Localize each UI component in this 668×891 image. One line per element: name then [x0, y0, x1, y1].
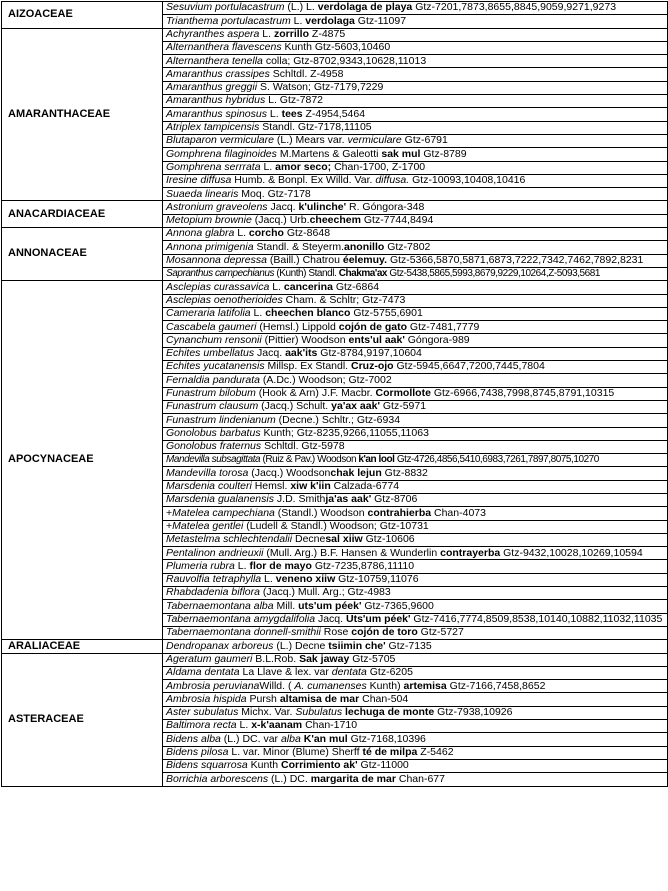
entry-text: Standl. & Steyerm. — [253, 240, 345, 253]
scientific-name: Dendropanax arboreus — [166, 639, 274, 652]
scientific-name: Funastrum lindenianum — [166, 413, 276, 426]
common-name: chak lejun — [330, 466, 382, 479]
entry-text: Chan-4073 — [431, 506, 486, 519]
entry-text: L. — [290, 14, 306, 27]
common-name: aak'its — [285, 347, 318, 360]
entry-text: Gtz-5755,6901 — [350, 307, 423, 320]
species-entry — [163, 653, 668, 666]
species-entry — [163, 134, 668, 147]
entry-text: Gtz-6966,7438,7998,8745,8791,10315 — [430, 387, 615, 399]
scientific-name: Tabernaemontana amygdalifolia — [166, 613, 316, 626]
table-row — [2, 28, 668, 41]
common-name: cheechem — [309, 214, 361, 227]
common-name: tsiimin che' — [328, 639, 386, 652]
scientific-name: Bidens pilosa — [166, 746, 229, 759]
scientific-name: Tabernaemontana alba — [166, 599, 274, 612]
species-entry — [163, 507, 668, 520]
scientific-name: Gomphrena filaginoides — [166, 147, 277, 160]
common-name: K'an mul — [303, 732, 348, 745]
entry-text: (A.Dc.) Woodson; Gtz-7002 — [259, 373, 392, 386]
species-entry — [163, 228, 668, 241]
scientific-name: alba — [280, 732, 301, 745]
entry-text: Gtz-8832 — [381, 466, 428, 479]
species-entry — [163, 95, 668, 108]
entry-text: Gtz-11097 — [354, 14, 407, 27]
species-entry — [163, 161, 668, 174]
common-name: margarita de mar — [310, 772, 396, 785]
entry-text: S. Watson; Gtz-7179,7229 — [257, 81, 384, 94]
entry-text: + — [166, 520, 173, 532]
scientific-name: Sesuvium portulacastrum — [166, 1, 285, 14]
entry-text: Chan-504 — [359, 692, 409, 705]
entry-text: M.Martens & Galeotti — [276, 147, 382, 160]
entry-text: Decne — [292, 533, 326, 546]
scientific-name: Rhabdadenia biflora — [166, 586, 260, 599]
species-entry — [163, 640, 668, 653]
common-name: sak mul — [381, 147, 421, 160]
scientific-name: Marsdenia coulteri — [166, 480, 252, 493]
scientific-name: dentata — [331, 666, 367, 679]
species-entry — [163, 759, 668, 772]
entry-text: (L.) L. — [284, 1, 318, 14]
entry-text: Gtz-5705 — [349, 653, 396, 665]
common-name: x-k'aanam — [251, 719, 303, 732]
entry-text: (Hook & Arn) J.F. Macbr. — [255, 387, 376, 399]
scientific-name: Alternanthera flavescens — [166, 41, 282, 54]
species-entry — [163, 440, 668, 453]
common-name: k'an lool — [358, 454, 395, 466]
entry-text: B.L.Rob. — [252, 653, 300, 665]
species-entry — [163, 55, 668, 68]
scientific-name: Amaranthus greggii — [166, 81, 258, 94]
entry-text: Gtz-5438,5865,5993,8679,9229,10264,Z-5093,5681 — [387, 268, 600, 280]
entry-text: Z-5462 — [417, 746, 454, 759]
common-name: Sak jaway — [299, 653, 350, 665]
entry-text: Millsp. Ex Standl. — [264, 360, 352, 373]
family-name: AIZOACEAE — [2, 2, 163, 29]
species-entry — [163, 693, 668, 706]
species-entry — [163, 41, 668, 54]
entry-text: Mill. — [273, 599, 299, 612]
entry-text: Gtz-5366,5870,5871,6873,7222,7342,7462,7892,8231 — [387, 254, 644, 267]
entry-text: Gtz-6205 — [366, 666, 413, 679]
entry-text: Gtz-8706 — [371, 493, 418, 506]
species-entry — [163, 626, 668, 639]
species-entry — [163, 454, 668, 467]
species-entry — [163, 281, 668, 294]
common-name: ya'ax aak' — [331, 400, 380, 413]
table-row — [2, 201, 668, 214]
common-name: xiw k'iin — [290, 480, 331, 493]
entry-text: L. — [250, 307, 266, 320]
species-entry — [163, 241, 668, 254]
table-row — [2, 640, 668, 653]
table-row — [2, 653, 668, 666]
scientific-name: Cameraria latifolia — [166, 307, 251, 320]
entry-text: Hemsl. — [251, 480, 291, 493]
entry-text: (Baill.) Chatrou — [267, 254, 343, 267]
entry-text: colla; Gtz-8702,9343,10628,11013 — [262, 54, 427, 67]
entry-text: Schltdl. Z-4958 — [269, 67, 344, 80]
entry-text: Chan-1710 — [302, 719, 358, 732]
entry-text: J.D. Smith — [273, 493, 326, 506]
scientific-name: Atriplex tampicensis — [166, 121, 260, 134]
species-entry — [163, 121, 668, 134]
species-entry — [163, 427, 668, 440]
entry-text: Willd. ( — [259, 679, 295, 692]
entry-text: Gtz-7802 — [384, 240, 431, 253]
scientific-name: Funastrum clausum — [166, 400, 259, 413]
scientific-name: Rauvolfia tetraphylla — [166, 573, 262, 586]
entry-text: Rose — [320, 626, 352, 639]
scientific-name: Cascabela gaumeri — [166, 320, 257, 333]
common-name: k'ulinche' — [298, 200, 347, 213]
entry-text: Gtz-8648 — [283, 227, 331, 240]
scientific-name: Mandevilla subsagittata — [166, 454, 261, 466]
common-name: Chakma'ax — [338, 268, 388, 280]
common-name: tees — [281, 107, 303, 120]
scientific-name: Amaranthus hybridus — [166, 94, 266, 107]
entry-text: Chan-1700, Z-1700 — [331, 161, 426, 173]
entry-text: (Ruiz & Pav.) Woodson — [260, 454, 359, 466]
common-name: éelemuy. — [342, 254, 388, 267]
scientific-name: A. cumanenses — [294, 679, 367, 692]
family-name: ANACARDIACEAE — [2, 201, 163, 228]
entry-text: Gtz-10093,10408,10416 — [409, 174, 526, 187]
species-entry — [163, 733, 668, 746]
scientific-name: Asclepias oenotherioides — [166, 294, 283, 306]
species-entry — [163, 613, 668, 626]
common-name: Uts'um péek' — [345, 613, 411, 626]
family-name: AMARANTHACEAE — [2, 28, 163, 201]
entry-text: Gtz-4726,4856,5410,6983,7261,7897,8075,10270 — [394, 454, 599, 466]
entry-text: Gtz-7481,7779 — [407, 320, 480, 333]
common-name: Corrimiento ak' — [281, 759, 358, 772]
entry-text: Jacq. — [315, 613, 346, 626]
entry-text: L. — [266, 107, 282, 120]
species-entry — [163, 15, 668, 28]
entry-text: (Decne.) Schltr.; Gtz-6934 — [275, 413, 401, 426]
entry-text: Gtz-7201,7873,8655,8845,9059,9271,9273 — [412, 1, 617, 14]
scientific-name: Gonolobus fraternus — [166, 440, 262, 453]
entry-text: (Kunth) Standl. — [274, 268, 339, 280]
common-name: verdolaga de playa — [317, 1, 413, 14]
scientific-name: Aster subulatus — [166, 706, 239, 719]
common-name: Cruz-ojo — [351, 360, 394, 373]
entry-text: Gtz-5971 — [379, 400, 427, 413]
entry-text: (Hemsl.) Lippold — [256, 320, 339, 333]
scientific-name: Iresine diffusa — [166, 174, 232, 187]
scientific-name: Asclepias curassavica — [166, 280, 270, 293]
entry-text: (L.) DC. var — [220, 732, 281, 745]
common-name: té de milpa — [362, 746, 418, 759]
entry-text: Gtz-7168,10396 — [347, 732, 426, 745]
species-entry — [163, 2, 668, 15]
common-name: altamisa de mar — [279, 692, 360, 705]
entry-text: Calzada-6774 — [330, 480, 400, 493]
family-name: ASTERACEAE — [2, 653, 163, 786]
entry-text: L. var. Minor (Blume) Sherff — [228, 746, 363, 759]
table-body — [2, 2, 668, 787]
common-name: artemisa — [403, 679, 447, 692]
species-entry — [163, 188, 668, 201]
scientific-name: Astronium graveolens — [166, 200, 268, 213]
entry-text: (Pittier) Woodson — [261, 333, 349, 346]
scientific-name: Matelea campechiana — [172, 506, 275, 519]
entry-text: (Jacq.) Schult. — [258, 400, 332, 413]
entry-text: Gtz-10759,11076 — [335, 573, 419, 586]
scientific-name: Metastelma schlechtendalii — [166, 533, 293, 546]
common-name: corcho — [248, 227, 284, 240]
entry-text: L. — [269, 280, 284, 293]
entry-text: + — [166, 506, 173, 519]
common-name: zorrillo — [273, 28, 309, 40]
entry-text: Gtz-7416,7774,8509,8538,10140,10882,11032,11035 — [410, 613, 663, 626]
entry-text: R. Góngora-348 — [346, 200, 425, 213]
entry-text: Schltdl. Gtz-5978 — [261, 440, 345, 453]
entry-text: (Ludell & Standl.) Woodson; Gtz-10731 — [243, 520, 429, 532]
entry-text: (L.) Decne — [273, 639, 329, 652]
scientific-name: Bidens alba — [166, 732, 221, 745]
species-entry — [163, 520, 668, 533]
common-name: ents'ul aak' — [348, 333, 405, 346]
common-name: cojón de gato — [338, 320, 407, 333]
species-entry — [163, 347, 668, 360]
scientific-name: Sapranthus campechianus — [166, 268, 275, 280]
species-entry — [163, 148, 668, 161]
entry-text: L. — [234, 227, 249, 240]
common-name: cheechen blanco — [265, 307, 351, 320]
scientific-name: Amaranthus crassipes — [166, 67, 270, 80]
scientific-name: Aldama dentata — [166, 666, 240, 679]
species-entry — [163, 706, 668, 719]
entry-text: Gtz-7166,7458,8652 — [446, 679, 546, 692]
entry-text: Gtz-7235,8786,11110 — [311, 559, 415, 572]
entry-text: (Mull. Arg.) B.F. Hansen & Wunderlin — [263, 546, 441, 559]
scientific-name: Metopium brownie — [166, 214, 252, 227]
entry-text: Gtz-7744,8494 — [360, 214, 434, 227]
common-name: amor seco; — [275, 161, 332, 173]
common-name: lechuga de monte — [345, 706, 435, 719]
family-name: APOCYNACEAE — [2, 281, 163, 640]
common-name: uts'um péek' — [298, 599, 362, 612]
entry-text: Gtz-5727 — [417, 626, 464, 639]
entry-text: (L.) DC. — [268, 772, 311, 785]
common-name: veneno xiiw — [275, 573, 336, 586]
table-row — [2, 228, 668, 241]
entry-text: La Llave & lex. var — [239, 666, 332, 679]
scientific-name: Achyranthes aspera — [166, 28, 260, 40]
common-name: Cormollote — [375, 387, 431, 399]
species-entry — [163, 387, 668, 400]
entry-text: Gtz-6864 — [332, 280, 380, 293]
entry-text: Jacq. — [254, 347, 286, 360]
family-name: ARALIACEAE — [2, 640, 163, 653]
scientific-name: Plumeria rubra — [166, 559, 235, 572]
species-table — [1, 1, 668, 787]
species-entry — [163, 334, 668, 347]
entry-text: L. — [261, 573, 276, 586]
common-name: verdolaga — [305, 14, 355, 27]
species-entry — [163, 587, 668, 600]
scientific-name: Bidens squarrosa — [166, 759, 248, 772]
species-entry — [163, 374, 668, 387]
scientific-name: Subulatus — [295, 706, 343, 719]
entry-text: Kunth) — [366, 679, 404, 692]
scientific-name: Ambrosia hispida — [166, 692, 247, 705]
species-entry — [163, 254, 668, 267]
entry-text: L. — [236, 719, 252, 732]
entry-text: (Jacq.) Urb. — [251, 214, 310, 227]
entry-text: L. — [260, 161, 276, 173]
entry-text: Gtz-7135 — [385, 639, 432, 652]
species-entry — [163, 267, 668, 280]
entry-text: Gtz-8789 — [420, 147, 467, 160]
entry-text: (Standl.) Woodson — [274, 506, 368, 519]
species-entry — [163, 28, 668, 41]
scientific-name: Gonolobus barbatus — [166, 427, 261, 439]
family-name: ANNONACEAE — [2, 228, 163, 281]
species-entry — [163, 573, 668, 586]
species-entry — [163, 201, 668, 214]
entry-text: L. — [259, 28, 274, 40]
entry-text: Gtz-7365,9600 — [361, 599, 434, 612]
species-entry — [163, 467, 668, 480]
entry-text: Gtz-11000 — [357, 759, 409, 772]
species-entry — [163, 174, 668, 187]
entry-text: Gtz-6791 — [401, 134, 448, 147]
scientific-name: Cynanchum rensonii — [166, 333, 262, 346]
entry-text: Kunth Gtz-5603,10460 — [281, 41, 391, 54]
species-entry — [163, 68, 668, 81]
scientific-name: Mosannona depressa — [166, 254, 267, 267]
species-entry — [163, 680, 668, 693]
species-entry — [163, 307, 668, 320]
species-entry — [163, 666, 668, 679]
scientific-name: Ambrosia peruviana — [166, 679, 260, 692]
entry-text: Chan-677 — [395, 772, 445, 785]
entry-text: (Jacq.) Woodson — [248, 466, 331, 479]
scientific-name: Pentalinon andrieuxii — [166, 546, 264, 559]
entry-text: Gtz-7938,10926 — [434, 706, 513, 719]
species-entry — [163, 493, 668, 506]
common-name: ja'as aak' — [325, 493, 372, 506]
scientific-name: Blutaparon vermiculare — [166, 134, 274, 147]
scientific-name: diffusa. — [375, 174, 410, 187]
scientific-name: Borrichia arborescens — [166, 772, 269, 785]
scientific-name: Trianthema portulacastrum — [166, 14, 291, 27]
species-entry — [163, 746, 668, 759]
species-entry — [163, 480, 668, 493]
entry-text: Humb. & Bonpl. Ex Willd. Var. — [231, 174, 376, 187]
species-entry — [163, 720, 668, 733]
scientific-name: Funastrum bilobum — [166, 387, 256, 399]
species-entry — [163, 294, 668, 307]
common-name: cancerina — [283, 280, 333, 293]
scientific-name: Amaranthus spinosus — [166, 107, 267, 120]
table-row — [2, 281, 668, 294]
entry-text: Jacq. — [267, 200, 299, 213]
scientific-name: Annona glabra — [166, 227, 235, 240]
scientific-name: Marsdenia gualanensis — [166, 493, 274, 506]
scientific-name: Alternanthera tenella — [166, 54, 263, 67]
common-name: contrahierba — [367, 506, 432, 519]
scientific-name: Baltimora recta — [166, 719, 237, 732]
common-name: cojón de toro — [351, 626, 418, 639]
species-entry — [163, 414, 668, 427]
species-entry — [163, 81, 668, 94]
entry-text: Gtz-5945,6647,7200,7445,7804 — [393, 360, 545, 373]
entry-text: (L.) Mears var. — [273, 134, 348, 147]
scientific-name: Annona primigenia — [166, 240, 254, 253]
common-name: flor de mayo — [249, 559, 312, 572]
entry-text: Michx. Var. — [238, 706, 296, 719]
scientific-name: Mandevilla torosa — [166, 466, 249, 479]
common-name: sal xiiw — [325, 533, 363, 546]
species-entry — [163, 560, 668, 573]
scientific-name: Gomphrena serrrata — [166, 161, 261, 173]
scientific-name: Fernaldia pandurata — [166, 373, 260, 386]
scientific-name: Tabernaemontana donnell-smithii — [166, 626, 321, 639]
scientific-name: Echites yucatanensis — [166, 360, 265, 373]
entry-text: Gtz-9432,10028,10269,10594 — [500, 546, 643, 559]
entry-text: Z-4875 — [309, 28, 346, 40]
entry-text: Pursh — [246, 692, 280, 705]
common-name: anonillo — [344, 240, 385, 253]
scientific-name: Suaeda linearis — [166, 187, 239, 200]
species-entry — [163, 533, 668, 546]
species-entry — [163, 600, 668, 613]
entry-text: Cham. & Schltr; Gtz-7473 — [282, 294, 406, 306]
scientific-name: Ageratum gaumeri — [166, 653, 253, 665]
entry-text: Góngora-989 — [404, 333, 470, 346]
entry-text: L. Gtz-7872 — [265, 94, 323, 107]
entry-text: Kunth — [247, 759, 281, 772]
species-entry — [163, 400, 668, 413]
scientific-name: Matelea gentlei — [172, 520, 244, 532]
entry-text: Gtz-10606 — [362, 533, 415, 546]
species-entry — [163, 214, 668, 227]
entry-text: Standl. Gtz-7178,11105 — [259, 121, 372, 134]
scientific-name: vermiculare — [347, 134, 402, 147]
entry-text: (Jacq.) Mull. Arg.; Gtz-4983 — [260, 586, 391, 599]
entry-text: Z-4954,5464 — [302, 107, 366, 120]
entry-text: Kunth; Gtz-8235,9266,11055,11063 — [260, 427, 429, 439]
common-name: contrayerba — [440, 546, 501, 559]
species-entry — [163, 361, 668, 374]
scientific-name: Echites umbellatus — [166, 347, 255, 360]
species-entry — [163, 321, 668, 334]
table-row — [2, 2, 668, 15]
species-entry — [163, 773, 668, 786]
entry-text: Moq. Gtz-7178 — [238, 187, 311, 200]
entry-text: L. — [234, 559, 250, 572]
entry-text: Gtz-8784,9197,10604 — [317, 347, 422, 360]
species-entry — [163, 547, 668, 560]
species-entry — [163, 108, 668, 121]
